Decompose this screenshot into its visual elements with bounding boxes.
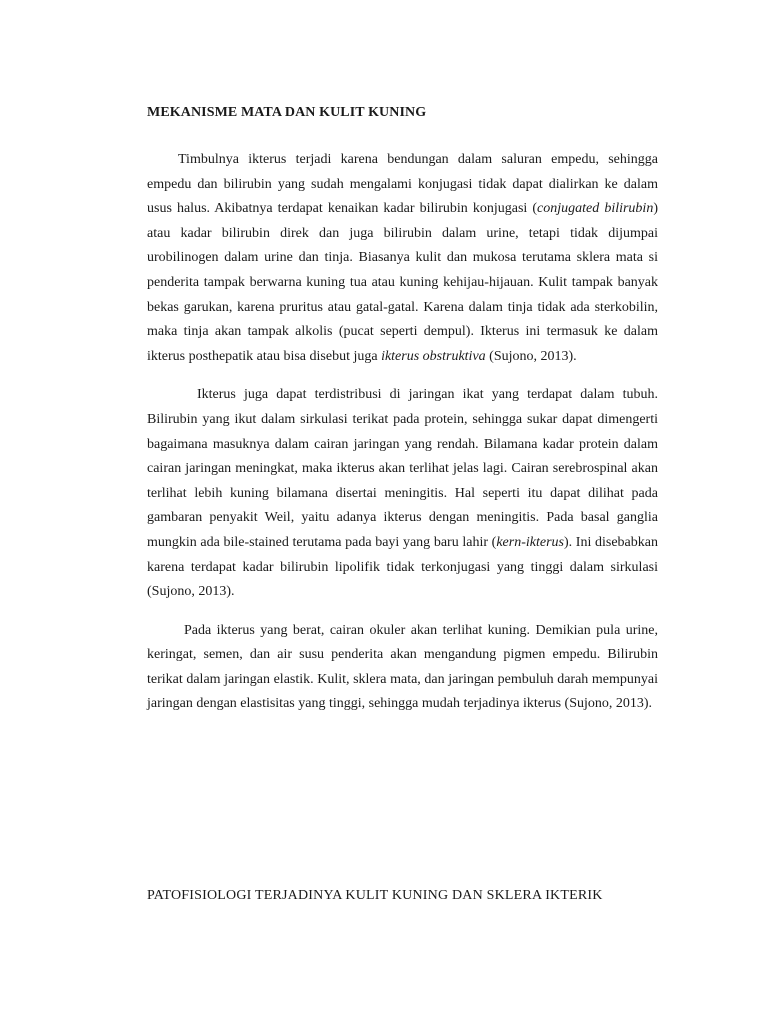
paragraph-2-text-b: ). Ini disebabkan karena terdapat kadar bilirubin lipolifik tidak terkonjugasi yang tinggi dalam sirkulasi (Sujono, 2013).: [147, 534, 658, 600]
document-body: [147, 100, 658, 731]
paragraph-1-text-c: (Sujono, 2013).: [485, 348, 577, 364]
paragraph-1: [147, 148, 658, 369]
paragraph-2-text-a: Ikterus juga dapat terdistribusi di jaringan ikat yang terdapat dalam tubuh. Bilirubin yang ikut dalam sirkulasi terikat pada protein, sehingga sukar dapat dimengerti bagaimana masuknya dalam cairan jaringan yang rendah. Bilamana kadar protein dalam cairan jaringan meningkat, maka ikterus akan terlihat jelas lagi. Cairan serebrospinal akan terlihat lebih kuning bilamana disertai meningitis. Hal seperti itu dapat dilihat pada gambaran penyakit Weil, yaitu adanya ikterus dengan meningitis. Pada basal ganglia mungkin ada bile-stained terutama pada bayi yang baru lahir (: [147, 387, 658, 550]
section-heading: MEKANISME MATA DAN KULIT KUNING: [147, 105, 427, 120]
section-heading-2: PATOFISIOLOGI TERJADINYA KULIT KUNING DAN SKLERA IKTERIK: [147, 888, 603, 903]
paragraph-1-text-a: Timbulnya ikterus terjadi karena bendungan dalam saluran empedu, sehingga empedu dan bilirubin yang sudah mengalami konjugasi tidak dapat dialirkan ke dalam usus halus. Akibatnya terdapat kenaikan kadar bilirubin konjugasi (: [147, 152, 658, 217]
paragraph-2-italic-a: kern-ikterus: [496, 534, 564, 550]
paragraph-1-italic-a: conjugated bilirubin: [537, 201, 654, 217]
paragraph-2: [147, 383, 658, 604]
paragraph-3: Pada ikterus yang berat, cairan okuler akan terlihat kuning. Demikian pula urine, keringat, semen, dan air susu penderita akan mengandung pigmen empedu. Bilirubin terikat dalam jaringan elastik. Kulit, sklera mata, dan jaringan pembuluh darah mempunyai jaringan dengan elastisitas yang tinggi, sehingga mudah terjadinya ikterus (Sujono, 2013).: [147, 622, 658, 712]
paragraph-1-text-b: ) atau kadar bilirubin direk dan juga bilirubin dalam urine, tetapi tidak dijumpai urobilinogen dalam urine dan tinja. Biasanya kulit dan mukosa terutama sklera mata si penderita tampak berwarna kuning tua atau kuning kehijau-hijauan. Kulit tampak banyak bekas garukan, karena pruritus atau gatal-gatal. Karena dalam tinja tidak ada sterkobilin, maka tinja akan tampak alkolis (pucat seperti dempul). Ikterus ini termasuk ke dalam ikterus posthepatik atau bisa disebut juga: [147, 201, 658, 364]
paragraph-1-italic-b: ikterus obstruktiva: [381, 348, 486, 364]
